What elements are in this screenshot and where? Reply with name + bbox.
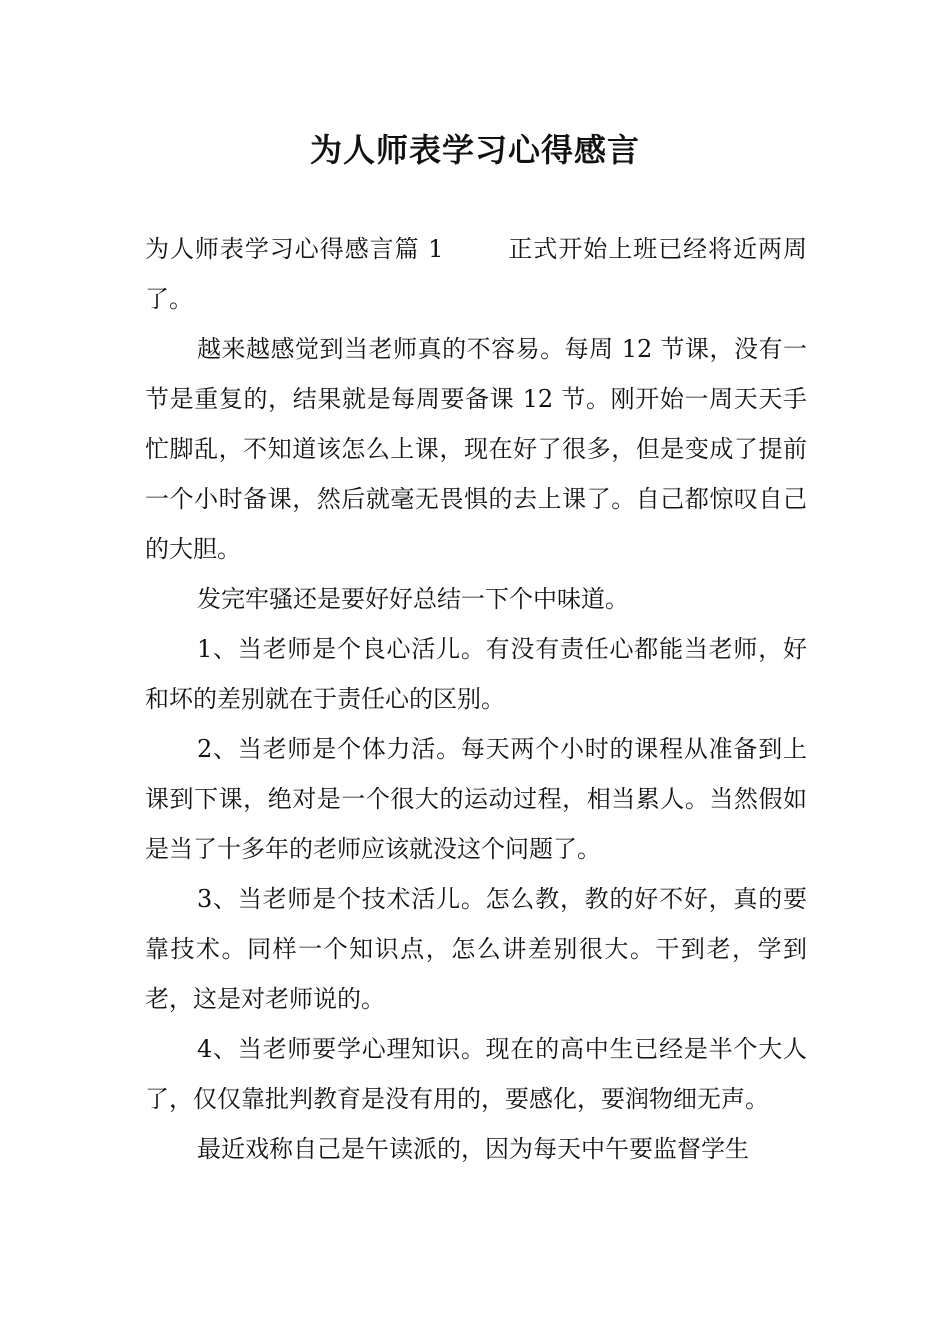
document-body bbox=[145, 224, 807, 1174]
paragraph: 3、当老师是个技术活儿。怎么教，教的好不好，真的要靠技术。同样一个知识点，怎么讲差别很大。干到老，学到老，这是对老师说的。 bbox=[145, 885, 807, 1013]
paragraph-intro bbox=[145, 224, 807, 324]
paragraph-text: 正式开始上班已经将近两周了。 bbox=[145, 235, 807, 313]
paragraph: 最近戏称自己是午读派的，因为每天中午要监督学生 bbox=[197, 1135, 749, 1163]
paragraph: 2、当老师是个体力活。每天两个小时的课程从准备到上课到下课，绝对是一个很大的运动过程，相当累人。当然假如是当了十多年的老师应该就没这个问题了。 bbox=[145, 735, 807, 863]
paragraph: 发完牢骚还是要好好总结一下个中味道。 bbox=[197, 585, 629, 613]
paragraph: 1、当老师是个良心活儿。有没有责任心都能当老师，好和坏的差别就在于责任心的区别。 bbox=[145, 635, 807, 713]
paragraph: 越来越感觉到当老师真的不容易。每周 12 节课，没有一节是重复的，结果就是每周要备课 12 节。刚开始一周天天手忙脚乱，不知道该怎么上课，现在好了很多，但是变成了提前一个小时备课，然后就毫无畏惧的去上课了。自己都惊叹自己的大胆。 bbox=[145, 335, 807, 563]
paragraph: 4、当老师要学心理知识。现在的高中生已经是半个大人了，仅仅靠批判教育是没有用的，要感化，要润物细无声。 bbox=[145, 1035, 807, 1113]
document-title: 为人师表学习心得感言 bbox=[309, 131, 640, 169]
section-heading: 为人师表学习心得感言篇 1 bbox=[145, 235, 444, 263]
